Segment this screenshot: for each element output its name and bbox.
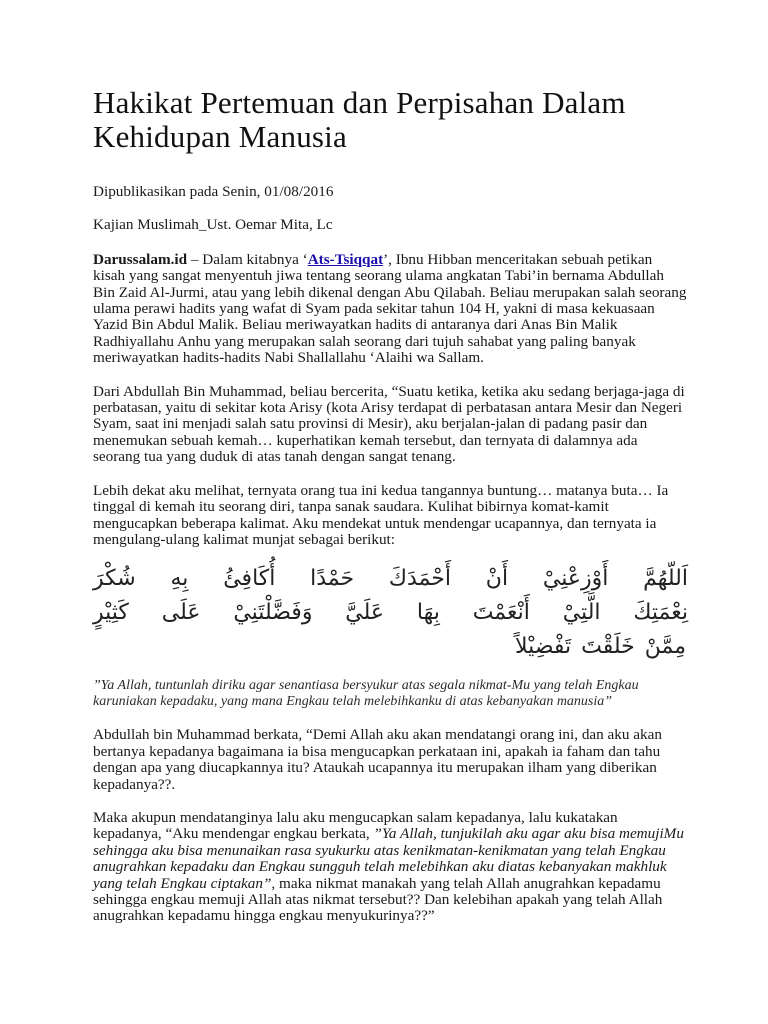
paragraph-5-quote: ”Ya Allah, tunjukilah aku agar aku bisa memujiMu sehingga aku bisa menunaikan rasa syukurku atas kenikmatan-kenikmatan yang telah Engkau anugrahkan kepadaku dan Engkau sungguh telah melebihkan aku diatas kebanyakan makhluk yang telah Engkau ciptakan”,	[93, 825, 684, 892]
paragraph-2: Dari Abdullah Bin Muhammad, beliau bercerita, “Suatu ketika, ketika aku sedang berjaga-jaga di perbatasan, yaitu di sekitar kota Arisy (kota Arisy terdapat di perbatasan antara Mesir dan Negeri Syam, saat ini menjadi salah satu provinsi di Mesir), aku berjalan-jalan di padang pasir dan menemukan sebuah kemah… kuperhatikan kemah tersebut, dan ternyata di dalamnya ada seorang tua yang duduk di atas tanah dengan sangat tenang.	[93, 382, 685, 466]
paragraph-5-start: Maka akupun mendatanginya lalu aku mengucapkan salam kepadanya, lalu kukatakan kepadanya, “Aku mendengar engkau berkata,	[93, 808, 618, 843]
source-name: Darussalam.id	[93, 250, 188, 268]
author-line: Kajian Muslimah_Ust. Oemar Mita, Lc	[93, 216, 333, 234]
arabic-line-1: اَللّهُمَّ أَوْزِعْنِيْ أَنْ أَحْمَدَكَ حَمْدًا أُكَافِئُ بِهِ شُكْرَ	[93, 566, 688, 592]
paragraph-5	[93, 810, 688, 925]
article-title: Hakikat Pertemuan dan Perpisahan Dalam Kehidupan Manusia	[93, 85, 626, 154]
paragraph-1-text: ’, Ibnu Hibban menceritakan sebuah petikan kisah yang sangat menyentuh jiwa tentang seorang ulama angkatan Tabi’in bernama Abdullah Bin Zaid Al-Jurmi, atau yang lebih dikenal dengan Abu Qilabah. Beliau merupakan salah seorang ulama perawi hadits yang wafat di Syam pada sekitar tahun 104 H, yakni di masa kekuasaan Yazid Bin Abdul Malik. Beliau meriwayatkan hadits di antaranya dari Anas Bin Malik Radhiyallahu Anhu yang merupakan salah seorang dari tujuh sahabat yang paling banyak meriwayatkan hadits-hadits Nabi Shallallahu ‘Alaihi wa Sallam.	[93, 250, 687, 367]
article	[93, 86, 688, 925]
published-date: Dipublikasikan pada Senin, 01/08/2016	[93, 183, 334, 200]
arabic-prayer	[93, 562, 688, 664]
paragraph-5-end: maka nikmat manakah yang telah Allah anugrahkan kepadamu sehingga engkau memuji Allah atas nikmat tersebut?? Dan kelebihan apakah yang telah Allah anugrahkan kepadamu hingga engkau menyukurinya??”	[93, 874, 663, 925]
paragraph-4: Abdullah bin Muhammad berkata, “Demi Allah aku akan mendatangi orang ini, dan aku akan bertanya kepadanya bagaimana ia bisa mengucapkan perkataan ini, apakah ia faham dan tahu dengan apa yang diucapkannya itu? Ataukah ucapannya itu merupakan ilham yang diberikan kepadanya??.	[93, 726, 662, 793]
arabic-line-2: نِعْمَتِكَ الَّتِيْ أَنْعَمْتَ بِهَا عَلَيَّ وَفَضَّلْتَنِيْ عَلَى كَثِيْرٍ	[93, 600, 688, 626]
arabic-line-3: مِمَّنْ خَلَقْتَ تَفْضِيْلاً	[515, 634, 686, 660]
paragraph-1-lead: – Dalam kitabnya ‘	[187, 250, 308, 268]
paragraph-3: Lebih dekat aku melihat, ternyata orang tua ini kedua tangannya buntung… matanya buta… Ia tinggal di kemah itu seorang diri, tanpa sanak saudara. Kulihat bibirnya komat-kamit mengucapkan beberapa kalimat. Aku mendekat untuk mendengar ucapannya, dan ternyata ia mengulang-ulang kalimat munjat sebagai berikut:	[93, 481, 669, 548]
ats-tsiqqat-link[interactable]: Ats-Tsiqqat	[307, 250, 384, 268]
prayer-translation: ”Ya Allah, tuntunlah diriku agar senantiasa bersyukur atas segala nikmat-Mu yang telah Engkau karuniakan kepadaku, yang mana Engkau telah melebihkanku di atas kebanyakan manusia”	[93, 678, 639, 710]
paragraph-1	[93, 252, 688, 367]
